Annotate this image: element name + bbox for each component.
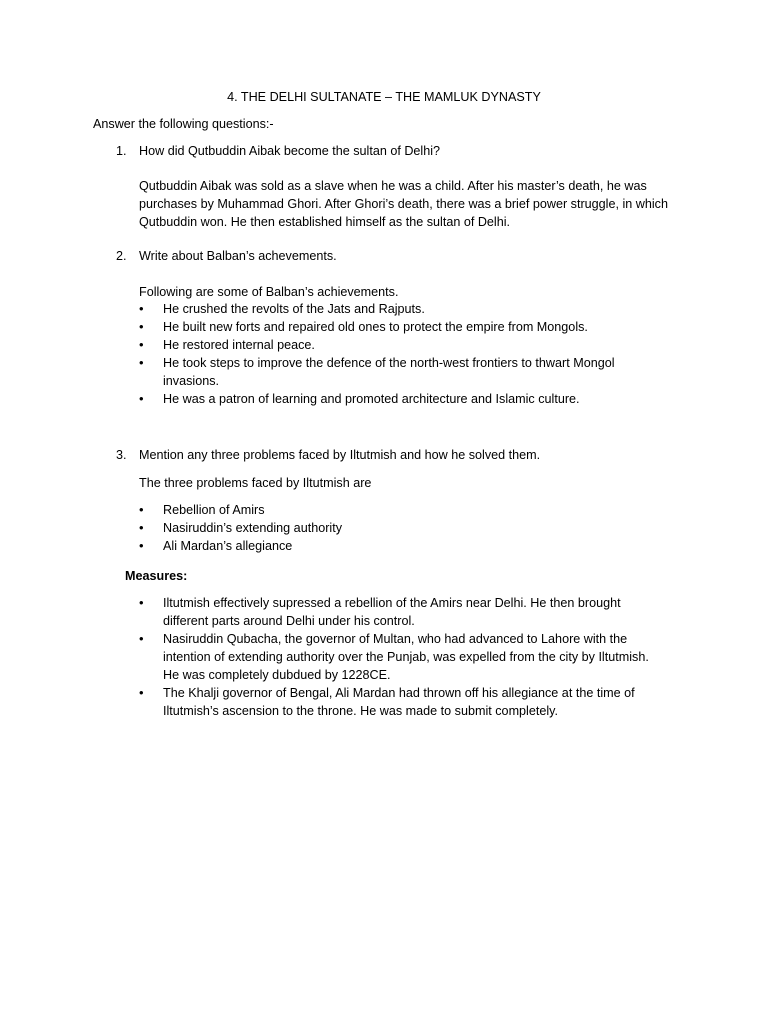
bullet-icon: •	[139, 502, 144, 517]
list-item: • Ali Mardan’s allegiance	[139, 538, 293, 553]
bullet-icon: •	[139, 631, 144, 646]
list-item: • Iltutmish effectively supressed a rebellion of the Amirs near Delhi. He then brought different parts around Delhi under his control.	[139, 595, 621, 628]
question-3-answer-intro: The three problems faced by Iltutmish are	[139, 476, 372, 490]
question-2-answer-intro: Following are some of Balban’s achievements.	[139, 285, 399, 299]
list-item: • Rebellion of Amirs	[139, 502, 265, 517]
question-2-number: 2.	[116, 249, 127, 263]
list-item: • He crushed the revolts of the Jats and Rajputs.	[139, 301, 425, 316]
measures-heading: Measures:	[125, 569, 188, 583]
question-1-text: How did Qutbuddin Aibak become the sultan of Delhi?	[139, 144, 441, 158]
question-3-text: Mention any three problems faced by Iltutmish and how he solved them.	[139, 448, 541, 462]
problems-list	[139, 501, 659, 555]
bullet-icon: •	[139, 319, 144, 334]
bullet-icon: •	[139, 685, 144, 700]
list-item: • He was a patron of learning and promoted architecture and Islamic culture.	[139, 391, 580, 406]
bullet-icon: •	[139, 355, 144, 370]
measures-list	[139, 594, 659, 720]
instructions-text: Answer the following questions:-	[93, 117, 274, 131]
question-3-number: 3.	[116, 448, 127, 462]
list-item: • The Khalji governor of Bengal, Ali Mardan had thrown off his allegiance at the time of Iltutmish’s ascension to the throne. He was made to submit completely.	[139, 685, 635, 718]
bullet-icon: •	[139, 520, 144, 535]
question-2-text: Write about Balban’s achevements.	[139, 249, 337, 263]
bullet-icon: •	[139, 391, 144, 406]
achievements-list	[139, 300, 659, 408]
list-item: • He took steps to improve the defence of the north-west frontiers to thwart Mongol invasions.	[139, 355, 615, 388]
document-title: 4. THE DELHI SULTANATE – THE MAMLUK DYNASTY	[227, 90, 541, 104]
bullet-icon: •	[139, 595, 144, 610]
list-item: • Nasiruddin Qubacha, the governor of Multan, who had advanced to Lahore with the intention of extending authority over the Punjab, was expelled from the city by Iltutmish. He was completely dubdued by 1228CE.	[139, 631, 649, 682]
bullet-icon: •	[139, 337, 144, 352]
list-item: • He restored internal peace.	[139, 337, 315, 352]
bullet-icon: •	[139, 538, 144, 553]
bullet-icon: •	[139, 301, 144, 316]
list-item: • Nasiruddin’s extending authority	[139, 520, 342, 535]
question-1-answer: Qutbuddin Aibak was sold as a slave when he was a child. After his master’s death, he was purchases by Muhammad Ghori. After Ghori’s death, there was a brief power struggle, in which Qutbuddin won. He then established himself as the sultan of Delhi.	[139, 179, 668, 229]
question-1-number: 1.	[116, 144, 127, 158]
list-item: • He built new forts and repaired old ones to protect the empire from Mongols.	[139, 319, 588, 334]
